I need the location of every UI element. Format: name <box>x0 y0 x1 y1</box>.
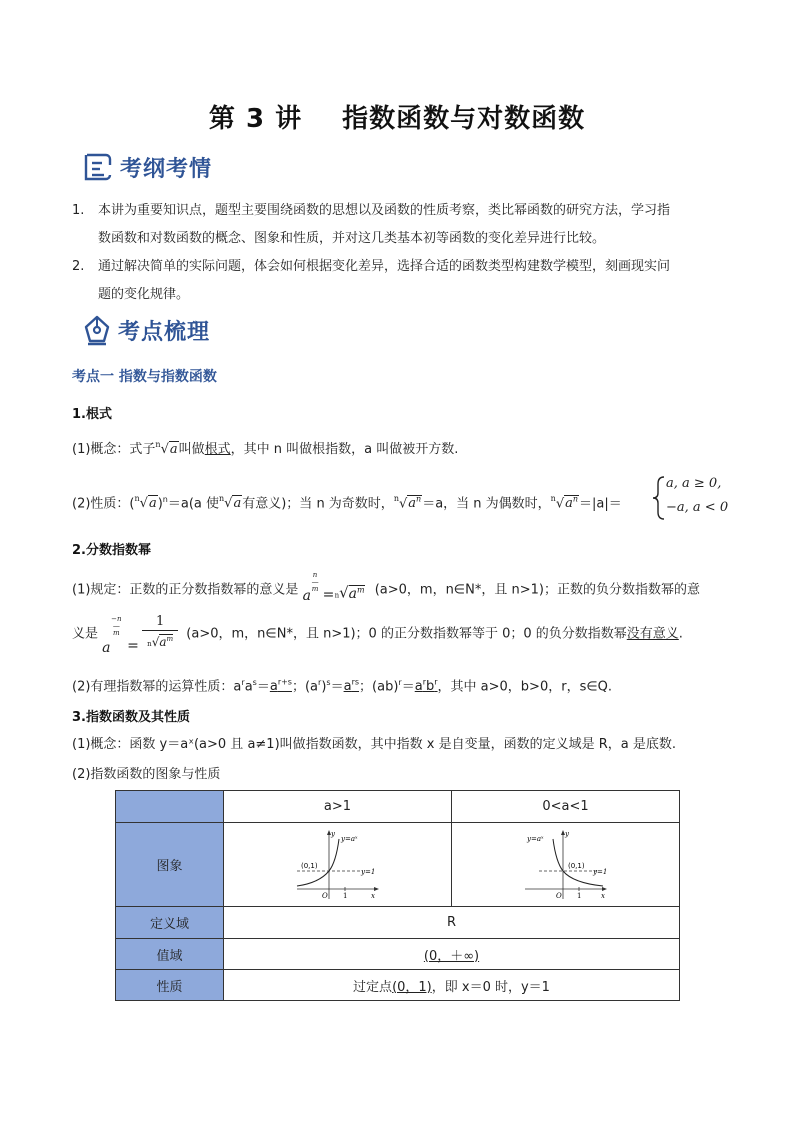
text: a <box>414 679 423 695</box>
list-icon <box>82 151 114 183</box>
radical-expr: $^n$√a <box>155 440 178 457</box>
brace-icon <box>652 476 666 520</box>
radical-property: (2)性质：$(^n√a)^n=a(a$ 使$^n$√a有意义)；当 n 为奇数时，$^n√a^n=a$，当 n 为偶数时，$^n√a^n=|a|=$ <box>72 482 732 523</box>
text: 过定点 <box>353 979 393 995</box>
graph-origin-label: O <box>321 891 328 900</box>
case-line: −a, a < 0 <box>666 500 729 515</box>
table-row-label: 定义域 <box>116 907 224 939</box>
text: r <box>422 678 426 687</box>
section-heading-text: 考点梳理 <box>118 319 211 345</box>
text: (a>0，m，n∈N*，且 n>1)；0 的正分数指数幂等于 0；0 的负分数指数幂 <box>186 626 627 642</box>
text: ，其中 a>0，b>0，r，s∈Q. <box>437 679 613 695</box>
text: ＝a(a 使 <box>167 496 220 512</box>
list-item <box>72 253 728 309</box>
fractional-def-line1 <box>72 571 732 604</box>
text: . <box>678 626 683 642</box>
radical-expr: $^n$√a <box>219 494 242 512</box>
graph-cell-a-lt-1 <box>452 823 680 907</box>
fractional-def-line2 <box>72 614 732 655</box>
graph-point-label: (0,1) <box>300 861 318 870</box>
text: r <box>318 678 322 687</box>
graph-axis-y: y <box>564 829 569 838</box>
graph-decay <box>521 827 611 903</box>
graph-axis-y: y <box>330 829 335 838</box>
text: rs <box>351 678 360 687</box>
table-cell <box>224 939 680 970</box>
text: r <box>241 678 245 687</box>
radical-expr: $^n√a^n$ <box>550 494 579 512</box>
text: ) <box>321 679 327 695</box>
heading-radical: 1.根式 <box>72 407 112 422</box>
piecewise-cases <box>652 474 742 524</box>
text: ＝ <box>401 679 415 695</box>
graph-hline-label: y=1 <box>592 867 607 876</box>
table-row <box>116 791 680 823</box>
table-cell: R <box>224 907 680 939</box>
table-cell <box>224 970 680 1001</box>
case-line: a, a ≥ 0, <box>666 476 722 491</box>
lecture-number: 第 3 讲 <box>208 104 303 134</box>
list-number: 1. <box>72 203 85 218</box>
expfn-property-table <box>115 790 680 1001</box>
text: ＝|a|＝ <box>579 496 622 512</box>
list-line: 数函数和对数函数的概念、图象和性质，并对这几类基本初等函数的变化差异进行比较。 <box>98 231 606 246</box>
table-row <box>116 970 680 1001</box>
list-item <box>72 197 728 253</box>
term-underlined: 根式 <box>204 442 231 457</box>
table-row-label: 值域 <box>116 939 224 970</box>
text: r <box>398 678 402 687</box>
section-heading-syllabus <box>82 150 212 184</box>
radical-expr: $^n$√a <box>134 494 157 512</box>
graph-point-label: (0,1) <box>567 861 585 870</box>
lecture-topic: 指数函数与对数函数 <box>342 104 586 134</box>
graph-axis-x: x <box>600 891 605 900</box>
graph-cell-a-gt-1 <box>224 823 452 907</box>
table-row <box>116 939 680 970</box>
range-value: (0，＋∞) <box>423 948 480 964</box>
subsection-heading: 考点一 指数与指数函数 <box>72 369 217 385</box>
section-heading-points <box>82 313 210 347</box>
text: b <box>425 679 435 695</box>
table-header-cell: 0<a<1 <box>452 791 680 823</box>
list-line: 通过解决简单的实际问题，体会如何根据变化差异，选择合适的函数类型构建数学模型，刻画现实问 <box>98 259 671 274</box>
rational-exponent-rules <box>72 673 732 697</box>
text: r <box>434 678 438 687</box>
table-row-label: 性质 <box>116 970 224 1001</box>
graph-fn-label: y=aˣ <box>340 834 357 843</box>
text: s <box>252 678 257 687</box>
table-corner-cell <box>116 791 224 823</box>
table-header-cell: a>1 <box>224 791 452 823</box>
radical-expr: $^n√a^n$ <box>393 494 422 512</box>
text: a <box>343 679 352 695</box>
text: (1)规定：正数的正分数指数幂的意义是 <box>72 582 299 598</box>
radical-concept <box>72 440 732 461</box>
text: ) <box>157 496 163 512</box>
graph-fn-label: y=aˣ <box>526 834 543 843</box>
table-row <box>116 907 680 939</box>
formula-negative: a −n — m = 1 $n√a^m$ <box>102 614 182 654</box>
heading-fractional-exponent: 2.分数指数幂 <box>72 543 151 558</box>
text: (2)有理指数幂的运算性质：a <box>72 679 242 695</box>
text: a <box>244 679 253 695</box>
table-row-label: 图象 <box>116 823 224 907</box>
text: (1)概念：式子 <box>72 442 156 457</box>
table-row <box>116 823 680 907</box>
term-underlined: 没有意义 <box>626 626 679 642</box>
formula-positive: a n — m = $n√a^m$ <box>302 571 365 604</box>
text: ，即 x＝0 时，y＝1 <box>431 979 550 995</box>
text: 有意义)；当 n 为奇数时， <box>242 496 394 512</box>
text: (a>0，m，n∈N*，且 n>1)；正数的负分数指数幂的意 <box>374 582 700 598</box>
text: ，其中 n 叫做根指数，a 叫做被开方数. <box>230 442 459 457</box>
graph-growth <box>293 827 383 903</box>
text: ＝a，当 n 为偶数时， <box>422 496 551 512</box>
text: ；(ab) <box>359 679 399 695</box>
expfn-concept: (1)概念：函数 y＝aˣ(a>0 且 a≠1)叫做指数函数，其中指数 x 是自变量，函数的定义域是 R，a 是底数. <box>72 737 676 752</box>
text: 叫做 <box>178 442 205 457</box>
graph-hline-label: y=1 <box>360 867 375 876</box>
graph-tick-label: 1 <box>342 891 347 900</box>
text: ＝ <box>256 679 270 695</box>
list-line: 题的变化规律。 <box>98 287 190 302</box>
text: s <box>326 678 331 687</box>
fixed-point: (0，1) <box>392 979 432 995</box>
text: ＝ <box>330 679 344 695</box>
graph-origin-label: O <box>555 891 562 900</box>
heading-exponential-function: 3.指数函数及其性质 <box>72 710 190 725</box>
list-number: 2. <box>72 259 85 274</box>
pen-nib-icon <box>82 314 112 346</box>
list-line: 本讲为重要知识点，题型主要围绕函数的思想以及函数的性质考察，类比幂函数的研究方法，学习指 <box>98 203 671 218</box>
graph-axis-x: x <box>370 891 375 900</box>
section-heading-text: 考纲考情 <box>120 156 213 182</box>
graph-tick-label: 1 <box>576 891 581 900</box>
syllabus-list <box>72 197 728 309</box>
text: r+s <box>277 678 292 687</box>
text: a <box>269 679 278 695</box>
text: (2)性质：( <box>72 496 135 512</box>
text: 义是 <box>72 626 99 642</box>
page-title <box>0 98 794 135</box>
expfn-graph-caption: (2)指数函数的图象与性质 <box>72 767 221 782</box>
text: ；(a <box>291 679 319 695</box>
